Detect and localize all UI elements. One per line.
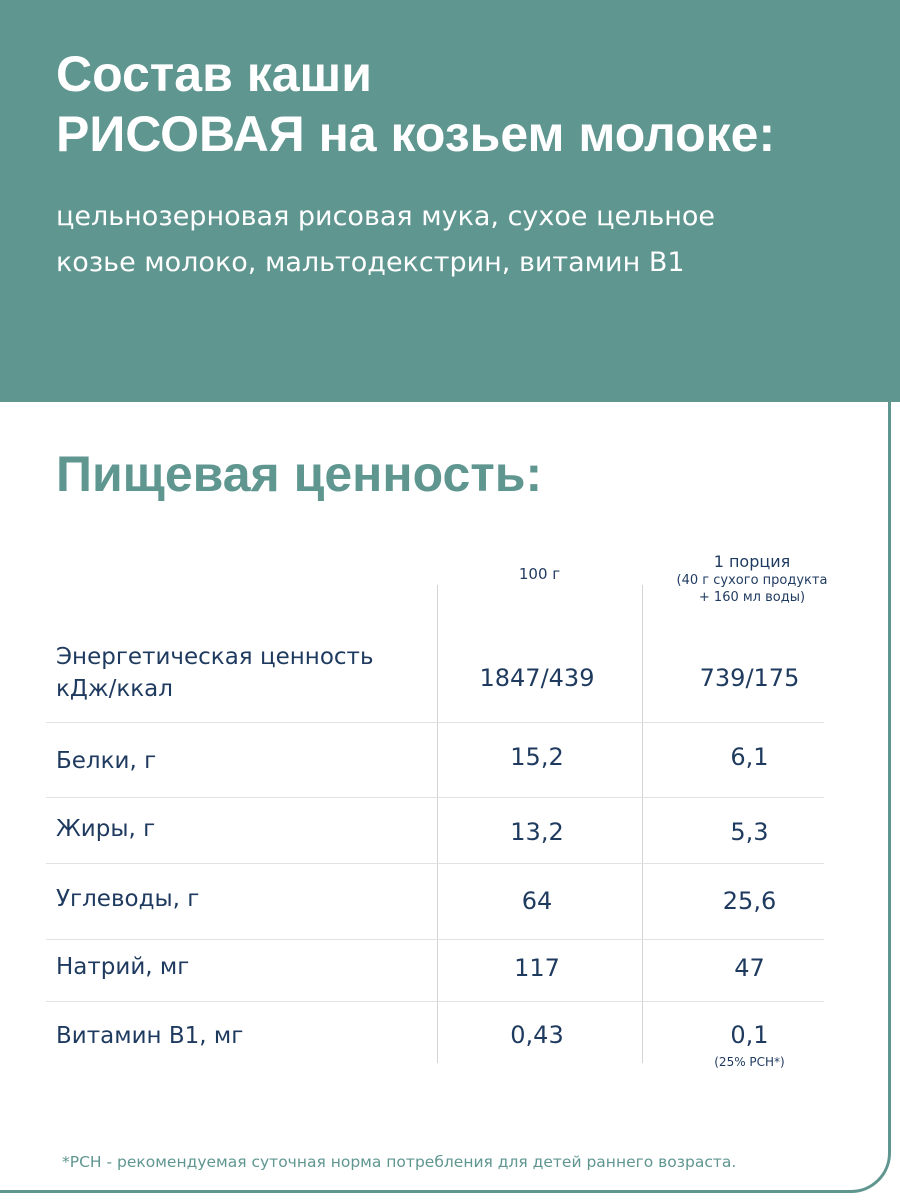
composition-title	[56, 44, 775, 164]
row-label-carbs: Углеводы, г	[56, 886, 200, 912]
footnote: *РСН - рекомендуемая суточная норма потребления для детей раннего возраста.	[62, 1153, 737, 1171]
sodium-per-portion: 47	[734, 954, 765, 982]
row-divider	[46, 939, 824, 940]
row-label-vitamin-b1: Витамин В1, мг	[56, 1023, 244, 1049]
row-divider	[46, 1001, 824, 1002]
portion-header-line-2: (40 г сухого продукта	[676, 573, 828, 588]
protein-per-portion: 6,1	[730, 743, 769, 771]
portion-header-line-3: + 160 мл воды)	[698, 590, 806, 605]
carbs-per-100g: 64	[521, 887, 553, 915]
portion-header-line-1: 1 порция	[713, 552, 791, 571]
row-divider	[46, 797, 824, 798]
column-divider-2	[642, 585, 643, 1063]
row-divider	[46, 722, 824, 723]
protein-per-100g: 15,2	[510, 743, 564, 771]
vitamin-b1-per-100g: 0,43	[510, 1021, 564, 1049]
vitamin-b1-rsn-note: (25% РСН*)	[714, 1055, 785, 1069]
carbs-per-portion: 25,6	[722, 887, 777, 915]
ingredients-line-2: козье молоко, мальтодекстрин, витамин В1	[56, 247, 685, 278]
vitamin-b1-per-portion: 0,1	[730, 1021, 769, 1049]
fat-per-portion: 5,3	[730, 818, 769, 846]
row-label-sodium: Натрий, мг	[56, 954, 190, 980]
ingredients-text	[56, 194, 715, 286]
title-line-1: Состав каши	[56, 46, 372, 102]
column-header-100g: 100 г	[518, 565, 561, 583]
row-label-energy	[56, 641, 374, 705]
row-divider	[46, 863, 824, 864]
energy-label-line-1: Энергетическая ценность	[56, 644, 374, 670]
energy-per-portion: 739/175	[699, 664, 800, 692]
column-header-portion	[642, 552, 862, 606]
row-label-fat: Жиры, г	[56, 816, 156, 842]
energy-per-100g: 1847/439	[479, 664, 595, 692]
row-label-protein: Белки, г	[56, 748, 157, 774]
energy-label-line-2: кДж/ккал	[56, 676, 173, 702]
nutrition-title: Пищевая ценность:	[56, 446, 543, 502]
sodium-per-100g: 117	[514, 954, 560, 982]
fat-per-100g: 13,2	[510, 818, 564, 846]
ingredients-line-1: цельнозерновая рисовая мука, сухое цельное	[56, 201, 716, 232]
title-line-2: РИСОВАЯ на козьем молоке:	[56, 106, 776, 162]
